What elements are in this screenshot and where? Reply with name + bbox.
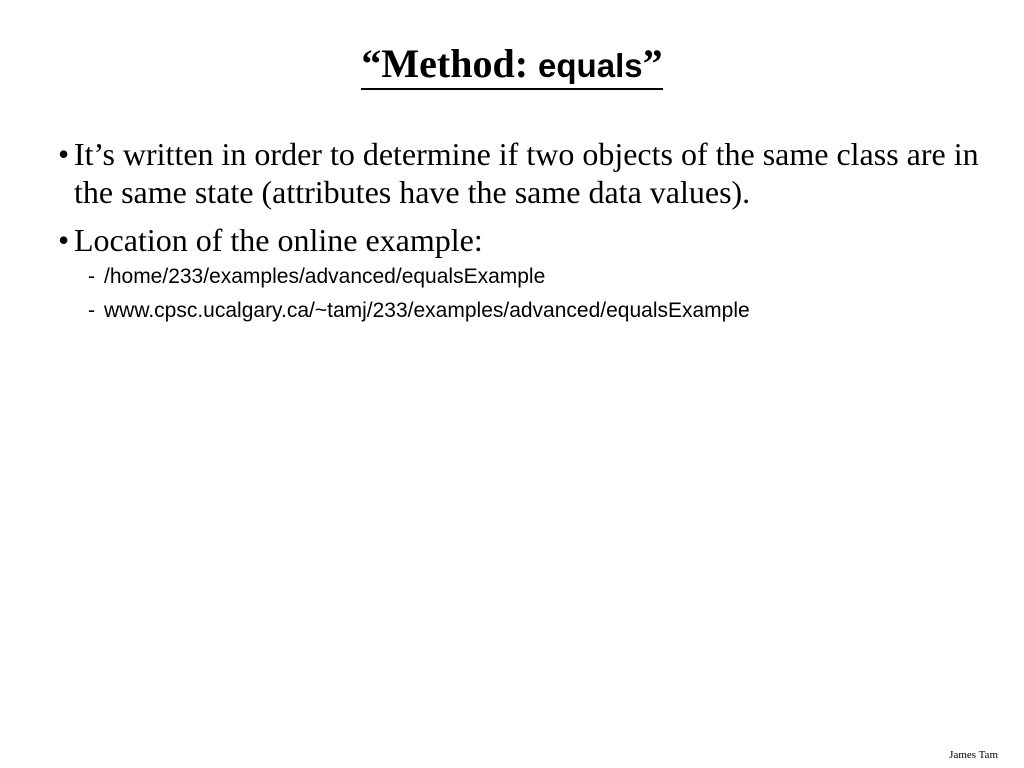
bullet-text: It’s written in order to determine if two objects of the same class are in the same state (attributes have the same data values).	[74, 136, 979, 210]
bullet-item	[58, 221, 988, 259]
author-footer: James Tam	[949, 749, 998, 761]
sub-item-text: /home/233/examples/advanced/equalsExample	[104, 265, 546, 288]
sub-item-text: www.cpsc.ucalgary.ca/~tamj/233/examples/advanced/equalsExample	[104, 299, 750, 322]
bullet-marker: •	[58, 222, 70, 258]
sub-item-marker: -	[88, 299, 95, 322]
slide-title-text	[361, 41, 663, 90]
bullet-list	[58, 135, 988, 333]
title-equals-word: equals	[538, 47, 643, 84]
sub-item-marker: -	[88, 265, 95, 288]
title-close-quote: ”	[642, 41, 663, 86]
sub-item	[88, 299, 988, 323]
bullet-marker: •	[58, 136, 70, 172]
slide-title	[0, 40, 1024, 90]
bullet-text: Location of the online example:	[74, 222, 483, 258]
title-open-quote: “	[361, 41, 382, 86]
bullet-item	[58, 135, 988, 211]
sub-item-list	[88, 265, 988, 323]
sub-item	[88, 265, 988, 289]
title-method-word: Method:	[381, 41, 539, 86]
